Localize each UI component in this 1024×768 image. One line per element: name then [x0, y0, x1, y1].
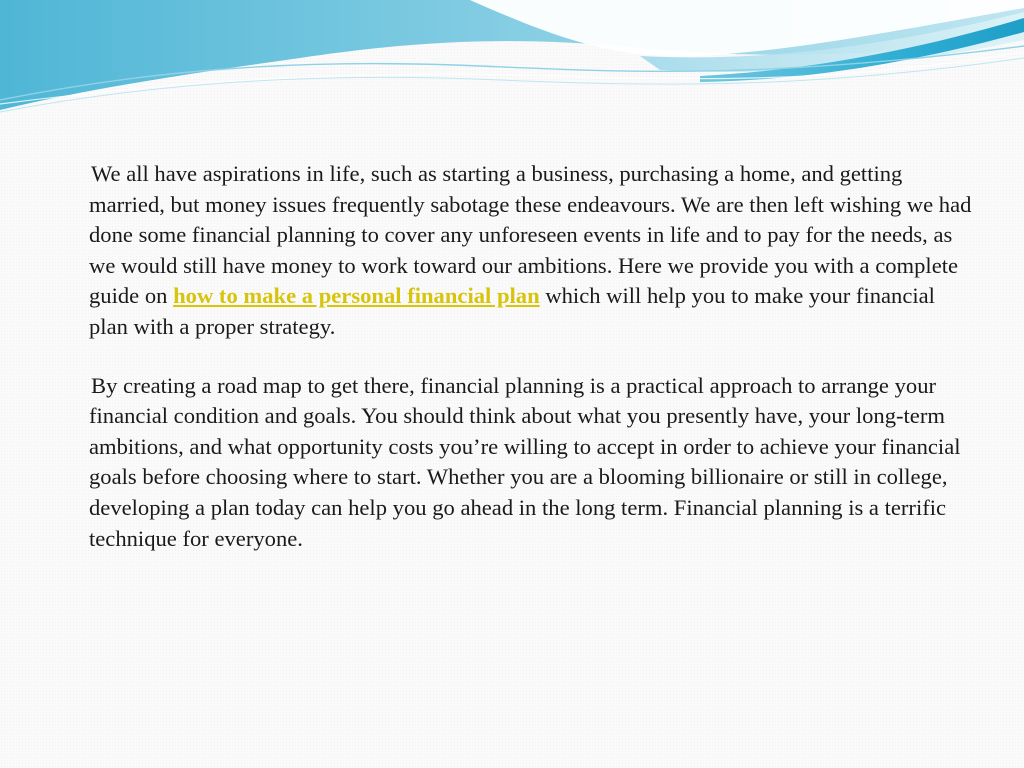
paragraph-intro-text-before: We all have aspirations in life, such as starting a business, purchasing a home, and getting married, but money issues frequently sabotage these endeavours. We are then left wishing we had done some financial planning to cover any unforeseen events in life and to pay for the needs, as we would still have money to work toward our ambitions. Here we provide you with a complete guide on [89, 161, 972, 309]
financial-plan-guide-link[interactable]: how to make a personal financial plan [173, 283, 540, 309]
paragraph-financial-planning: By creating a road map to get there, financial planning is a practical approach to arrange your financial condition and goals. You should think about what you presently have, your long-term ambitions, and what opportunity costs you’re willing to accept in order to achieve your financial goals before choosing where to start. Whether you are a blooming billionaire or still in college, developing a plan today can help you go ahead in the long term. Financial planning is a terrific technique for everyone. [89, 372, 961, 551]
header-wave-decoration [0, 0, 1024, 130]
paragraph-intro-text-after: which will help you to make your financial plan with a proper strategy. [89, 283, 935, 339]
paragraph-intro [89, 159, 979, 343]
body-text [89, 159, 979, 554]
